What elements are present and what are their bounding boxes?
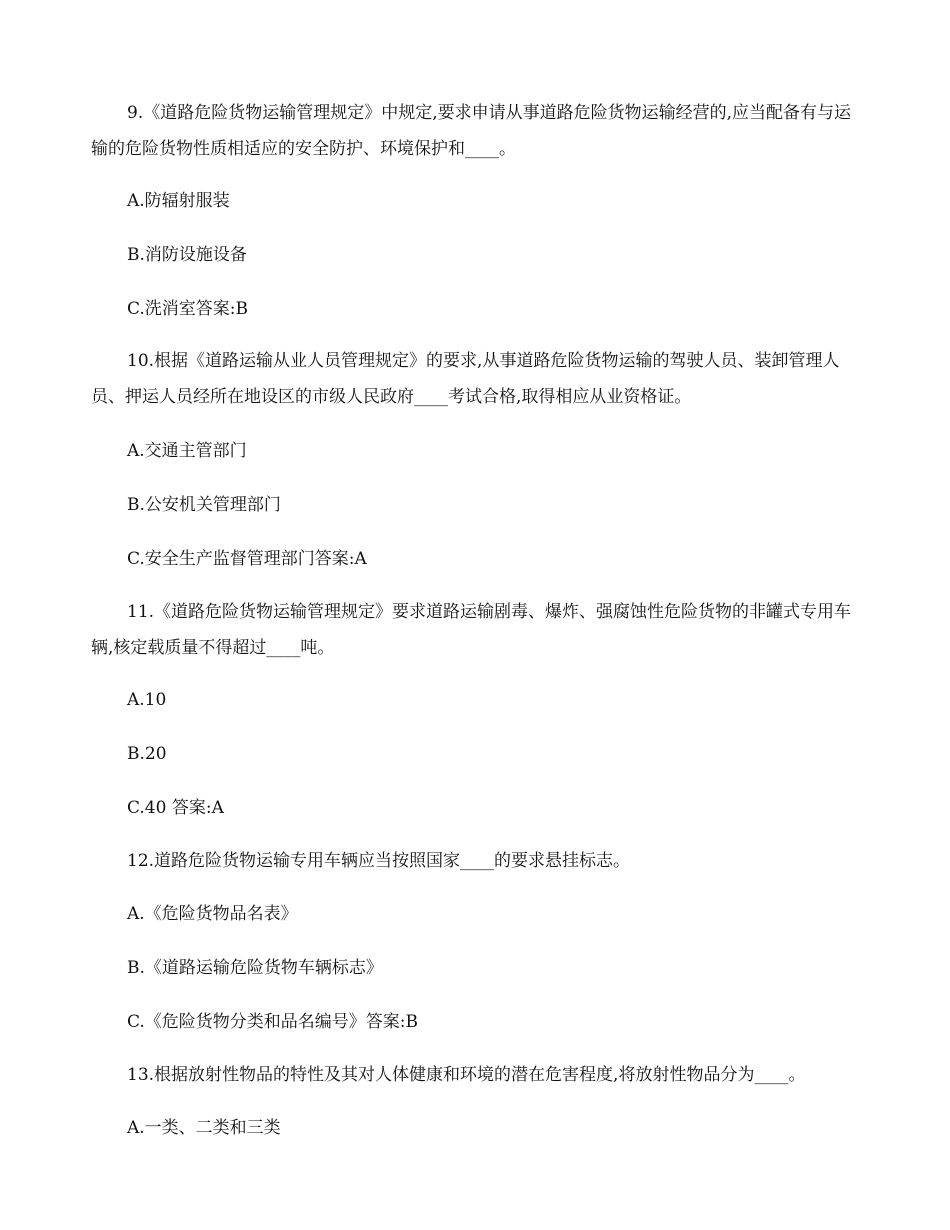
question-9-stem: 9.《道路危险货物运输管理规定》中规定,要求申请从事道路危险货物运输经营的,应当配备有与运输的危险货物性质相适应的安全防护、环境保护和____。 — [91, 103, 852, 159]
question-9-option-a: A.防辐射服装 — [127, 191, 230, 211]
question-12-stem: 12.道路危险货物运输专用车辆应当按照国家____的要求悬挂标志。 — [127, 851, 631, 871]
question-13-stem: 13.根据放射性物品的特性及其对人体健康和环境的潜在危害程度,将放射性物品分为____。 — [127, 1065, 806, 1085]
question-10-option-b: B.公安机关管理部门 — [127, 495, 281, 515]
question-11-option-b: B.20 — [127, 744, 167, 764]
question-10-option-a: A.交通主管部门 — [127, 441, 247, 461]
question-10-option-c-answer: C.安全生产监督管理部门答案:A — [127, 549, 367, 569]
question-12-option-b: B.《道路运输危险货物车辆标志》 — [127, 958, 383, 978]
question-11-stem: 11.《道路危险货物运输管理规定》要求道路运输剧毒、爆炸、强腐蚀性危险货物的非罐式专用车辆,核定载质量不得超过____吨。 — [91, 602, 852, 658]
question-13-option-a: A.一类、二类和三类 — [127, 1118, 281, 1138]
question-10-stem: 10.根据《道路运输从业人员管理规定》的要求,从事道路危险货物运输的驾驶人员、装卸管理人员、押运人员经所在地设区的市级人民政府____考试合格,取得相应从业资格证。 — [91, 351, 840, 407]
question-11-option-a: A.10 — [127, 690, 167, 710]
question-9-option-b: B.消防设施设备 — [127, 245, 247, 265]
question-12-option-a: A.《危险货物品名表》 — [127, 904, 298, 924]
question-9-option-c-answer: C.洗消室答案:B — [127, 299, 249, 319]
question-12-option-c-answer: C.《危险货物分类和品名编号》答案:B — [127, 1012, 419, 1032]
question-11-option-c-answer: C.40 答案:A — [127, 798, 224, 818]
